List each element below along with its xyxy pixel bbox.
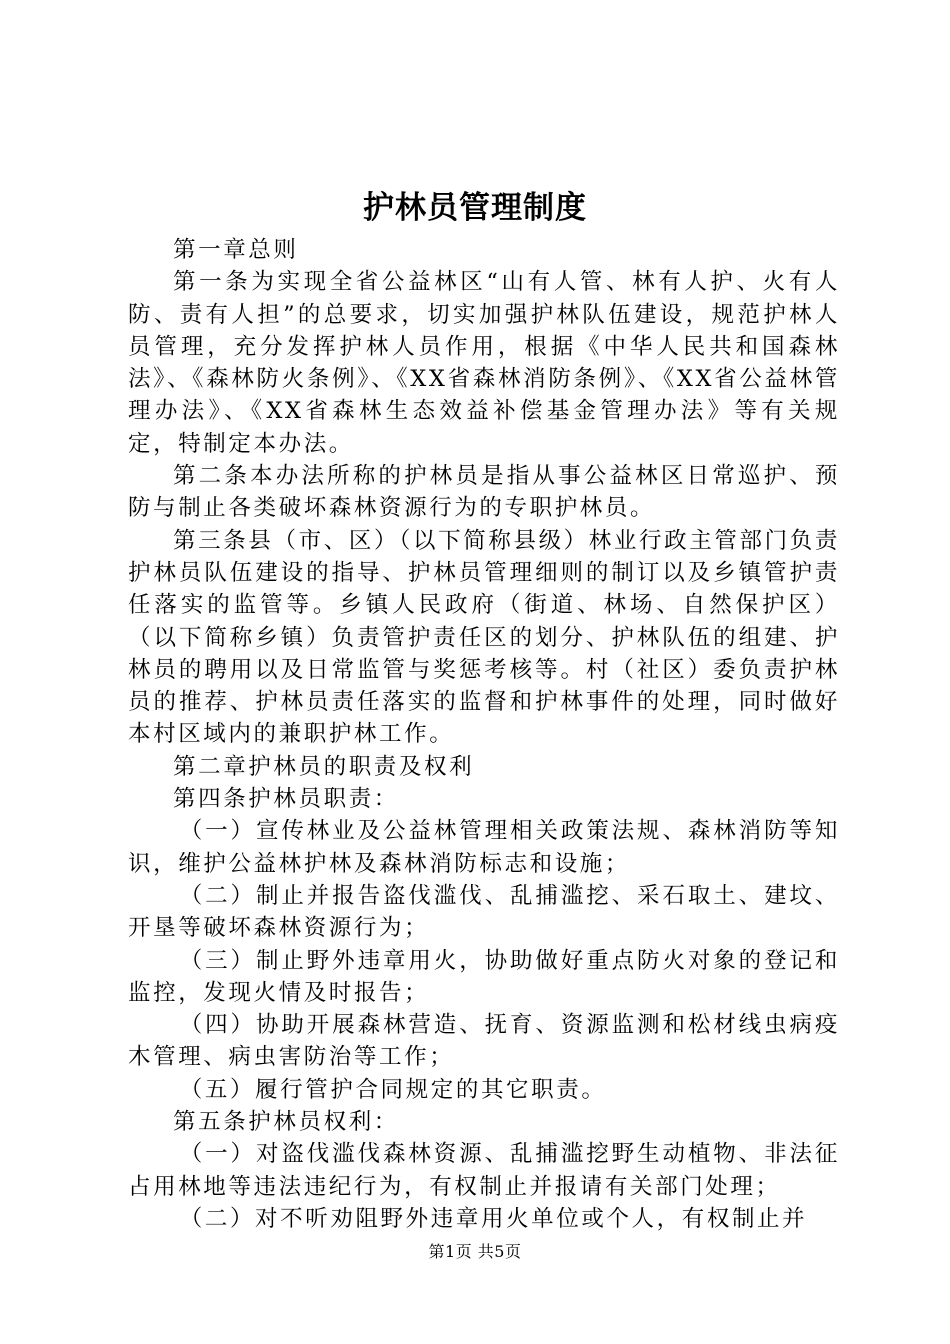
article-paragraph: 第四条护林员职责： [173,786,399,813]
chapter-heading: 第一章总则 [173,237,299,263]
article-paragraph: 第二条本办法所称的护林员是指从事公益林区日常巡护、预防与制止各类破坏森林资源行为的专职护林员。 [128,463,840,522]
article-paragraph: 第三条县（市、区）（以下简称县级）林业行政主管部门负责护林员队伍建设的指导、护林员管理细则的制订以及乡镇管护责任落实的监管等。乡镇人民政府（街道、林场、自然保护区）（以下简称乡镇）负责管护责任区的划分、护林队伍的组建、护林员的聘用以及日常监管与奖惩考核等。村（社区）委负责护林员的推荐、护林员责任落实的监督和护林事件的处理，同时做好本村区域内的兼职护林工作。 [128,527,840,748]
list-item: （二）对不听劝阻野外违章用火单位或个人，有权制止并 [179,1205,808,1232]
list-item: （一）宣传林业及公益林管理相关政策法规、森林消防等知识，维护公益林护林及森林消防标志和设施； [128,818,840,877]
list-item: （三）制止野外违章用火，协助做好重点防火对象的登记和监控，发现火情及时报告； [128,947,840,1006]
list-item: （五）履行管护合同规定的其它职责。 [179,1076,607,1103]
list-item: （一）对盗伐滥伐森林资源、乱捕滥挖野生动植物、非法征占用林地等违法违纪行为，有权制止并报请有关部门处理； [128,1141,840,1200]
article-paragraph: 第五条护林员权利： [173,1109,399,1136]
list-item: （二）制止并报告盗伐滥伐、乱捕滥挖、采石取土、建坟、开垦等破坏森林资源行为； [128,882,840,942]
document-title: 护林员管理制度 [363,190,587,226]
article-paragraph: 第一条为实现全省公益林区“山有人管、林有人护、火有人防、责有人担”的总要求，切实加强护林队伍建设，规范护林人员管理，充分发挥护林人员作用，根据《中华人民共和国森林法》、《森林防火条例》、《XX省森林消防条例》、《XX省公益林管理办法》、《XX省森林生态效益补偿基金管理办法》等有关规定，特制定本办法。 [128,269,840,457]
document-body [128,234,840,1235]
page-number-footer: 第1页 共5页 [428,1242,522,1261]
list-item: （四）协助开展森林营造、抚育、资源监测和松材线虫病疫木管理、病虫害防治等工作； [128,1012,840,1071]
chapter-heading: 第二章护林员的职责及权利 [173,753,475,780]
